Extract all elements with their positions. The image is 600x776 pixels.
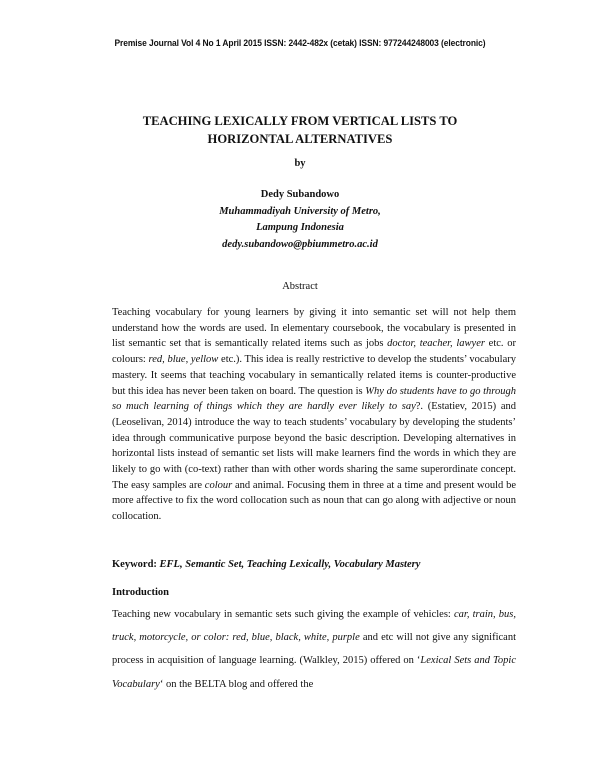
intro-paragraph — [112, 603, 516, 696]
paper-title — [80, 112, 520, 148]
abstract-text: Teaching vocabulary for young learners by giving it into semantic set will not help them understand how the words are used. In elementary coursebook, the vocabulary is presented in list semantic set that is semantically related items such as jobs — [112, 307, 516, 350]
author-name: Dedy Subandowo — [260, 189, 340, 200]
intro-text: and etc will not give any significant process in acquisition of language learning. (Walkley, 2015) offered on ‘ — [112, 632, 516, 667]
journal-header: Premise Journal Vol 4 No 1 April 2015 ISSN: 2442-482x (cetak) ISSN: 977244248003 (electronic) — [114, 38, 486, 49]
author-block — [0, 187, 600, 253]
abstract-italic: Why do students have to go through so much learning of things which they are hardly ever likely to say — [112, 385, 516, 413]
abstract-italic: colour — [204, 479, 233, 491]
introduction-heading: Introduction — [112, 587, 169, 598]
by-line: by — [294, 158, 306, 169]
author-affiliation-2: Lampung Indonesia — [256, 222, 344, 233]
abstract-text: etc. or colours: — [112, 338, 516, 366]
abstract-text: and animal. Focusing them in three at a time and present would be more affective to fix the word collocation such as noun that can go along with adjective or noun collocation. — [112, 479, 516, 523]
title-line-1: TEACHING LEXICALLY FROM VERTICAL LISTS TO — [142, 114, 458, 128]
title-line-2: HORIZONTAL ALTERNATIVES — [207, 132, 393, 146]
abstract-italic: doctor, teacher, lawyer — [387, 338, 485, 350]
intro-text: Teaching new vocabulary in semantic sets such giving the example of vehicles: — [112, 609, 454, 620]
keyword-values: EFL, Semantic Set, Teaching Lexically, Vocabulary Mastery — [159, 559, 421, 570]
abstract-text: etc.). This idea is really restrictive to develop the students’ vocabulary mastery. It seems that teaching vocabulary in semantically related items is counter-productive but this idea has never been taken on board. The question is — [112, 354, 517, 397]
author-affiliation-1: Muhammadiyah University of Metro, — [219, 205, 381, 217]
keyword-label: Keyword: — [112, 559, 157, 570]
intro-italic: Lexical Sets and Topic Vocabulary — [112, 655, 516, 690]
abstract-heading: Abstract — [282, 281, 318, 292]
introduction-body — [112, 603, 516, 696]
abstract-paragraph — [112, 305, 516, 525]
intro-text: ‘ on the BELTA blog and offered the — [159, 678, 314, 690]
intro-italic: car, train, bus, truck, motorcycle, or color: red, blue, black, white, purple — [112, 609, 517, 644]
abstract-body — [112, 305, 516, 525]
abstract-italic: red, blue, yellow — [148, 354, 219, 366]
author-email: dedy.subandowo@pbiummetro.ac.id — [222, 238, 378, 250]
abstract-text: ?. (Estatiev, 2015) and (Leoselivan, 2014) introduce the way to teach students’ vocabulary by developing the students’ idea through communicative purpose beyond the basic description. Developing alternatives in horizontal lists instead of semantic set lists will make learners find the words in which they are likely to go with (co-text) rather than with other words sharing the same superordinate concept. The easy samples are — [112, 401, 516, 491]
keywords — [112, 559, 532, 570]
